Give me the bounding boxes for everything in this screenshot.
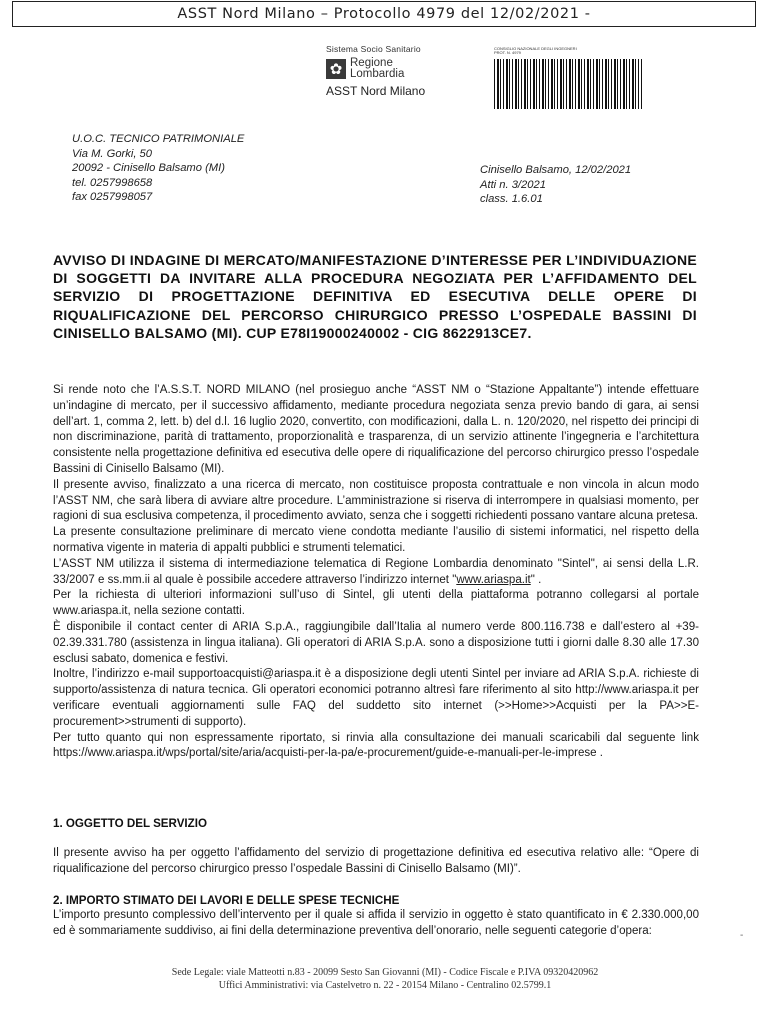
- sender-block: [72, 132, 244, 205]
- logo-org-name: ASST Nord Milano: [326, 84, 426, 98]
- paragraph-info: Per la richiesta di ulteriori informazioni sull’uso di Sintel, gli utenti della piattaforma potranno collegarsi al portale www.ariaspa.it, nella sezione contatti.: [53, 589, 699, 618]
- sender-office: U.O.C. TECNICO PATRIMONIALE: [72, 133, 245, 145]
- logo-lombardia: Lombardia: [350, 68, 405, 80]
- notice-title: AVVISO DI INDAGINE DI MERCATO/MANIFESTAZIONE D’INTERESSE PER L’INDIVIDUAZIONE DI SOGGETTI DA INVITARE ALLA PROCEDURA NEGOZIATA PER L’AFFIDAMENTO DEL SERVIZIO DI PROGETTAZIONE DEFINITIVA ED ESECUTIVA DELLE OPERE DI RIQUALIFICAZIONE DEL PERCORSO CHIRURGICO PRESSO L’OSPEDALE BASSINI DI CINISELLO BALSAMO (MI). CUP E78I19000240002 - CIG 8622913CE7.: [53, 252, 697, 341]
- logo-regione: Regione: [350, 57, 393, 69]
- paragraph-email-support: Inoltre, l’indirizzo e-mail supportoacquisti@ariaspa.it è a disposizione degli utenti Sintel per inviare ad ARIA S.p.A. richieste di supporto/assistenza di natura tecnica. Gli operatori economici potranno altresì fare riferimento al sito http://www.ariaspa.it per verificare eventuali aggiornamenti sulle FAQ del suddetto sito internet (>>Home>>Acquisti per la PA>>E-procurement>>strumenti di supporto).: [53, 668, 699, 728]
- paragraph-contact-center: È disponibile il contact center di ARIA S.p.A., raggiungibile dall’Italia al numero verde 800.116.738 e dall’estero al +39-02.39.331.780 (assistenza in lingua italiana). Gli operatori di ARIA S.p.A. sono a disposizione tutti i giorni dalle 8.30 alle 17.30 esclusi sabato, domenica e festivi.: [53, 620, 699, 665]
- section-1-text: Il presente avviso ha per oggetto l’affidamento del servizio di progettazione definitiva ed esecutiva relativo alle: “Opere di riqualificazione del percorso chirurgico presso l’ospedale Bassini di Cinisello Balsamo (MI)”.: [53, 847, 699, 875]
- section-2-title: 2. IMPORTO STIMATO DEI LAVORI E DELLE SPESE TECNICHE: [53, 894, 400, 907]
- footer-admin-address: Uffici Amministrativi: via Castelvetro n. 22 - 20154 Milano - Centralino 02.5799.1: [218, 980, 552, 991]
- section-1-title: 1. OGGETTO DEL SERVIZIO: [53, 817, 207, 830]
- barcode-text-1: CONSIGLIO NAZIONALE DEGLI INGEGNERI: [494, 47, 577, 51]
- notice-body: [53, 383, 699, 762]
- paragraph-manuals: Per tutto quanto qui non espressamente riportato, si rinvia alla consultazione dei manuali scaricabili dal seguente link https://www.ariaspa.it/wps/portal/site/aria/acquisti-per-la-pa/e-procurement/guide-e-manuali-per-le-imprese .: [53, 731, 699, 760]
- ariaspa-link[interactable]: www.ariaspa.it: [456, 573, 531, 586]
- sender-fax: fax 0257998057: [72, 191, 153, 204]
- asst-logo: [326, 44, 456, 98]
- paragraph-disclaimer: Il presente avviso, finalizzato a una ricerca di mercato, non costituisce proposta contrattuale e non vincola in alcun modo l’ASST NM, che sarà libera di avviare altre procedure. L’amministrazione si riserva di interrompere in qualsiasi momento, per ragioni di sua esclusiva competenza, il procedimento avviato, senza che i soggetti richiedenti possano vantare alcuna pretesa.: [53, 478, 699, 523]
- classification: class. 1.6.01: [480, 193, 543, 206]
- document-meta: [480, 163, 631, 207]
- place-date: Cinisello Balsamo, 12/02/2021: [480, 164, 632, 176]
- section-2-text: L’importo presunto complessivo dell’intervento per il quale si affida il servizio in oggetto è stato quantificato in € 2.330.000,00 ed è sommariamente suddiviso, ai fini della determinazione preventiva dell’onorario, nelle seguenti categorie d’opera:: [53, 909, 699, 937]
- sender-city: 20092 - Cinisello Balsamo (MI): [72, 162, 225, 175]
- footer-legal-address: Sede Legale: viale Matteotti n.83 - 20099 Sesto San Giovanni (MI) - Codice Fiscale e P.IVA 09320420962: [171, 967, 599, 978]
- sender-street: Via M. Gorki, 50: [72, 147, 153, 160]
- barcode-icon: [494, 59, 642, 109]
- scan-mark: -: [740, 930, 744, 941]
- protocol-header: ASST Nord Milano – Protocollo 4979 del 12/02/2021 -: [12, 1, 756, 27]
- protocol-barcode: [494, 47, 642, 109]
- paragraph-intro: Si rende noto che l’A.S.S.T. NORD MILANO (nel prosieguo anche “ASST NM o “Stazione Appaltante”) intende effettuare un’indagine di mercato, per il successivo affidamento, mediante procedura negoziata senza previo bando di gara, ai sensi dell’art. 1, comma 2, lett. b) del d.l. 16 luglio 2020, convertito, con modificazioni, dalla L. n. 120/2020, nel rispetto dei principi di non discriminazione, parità di trattamento, proporzionalità e trasparenza, di un servizio attinente l’ingegneria e l’architettura consistente nella progettazione definitiva ed esecutiva delle opere di riqualificazione del percorso chirurgico presso l’ospedale Bassini di Cinisello Balsamo (MI).: [53, 384, 699, 475]
- paragraph-sintel: L’ASST NM utilizza il sistema di intermediazione telematica di Regione Lombardia denominato "Sintel", ai sensi della L.R. 33/2007 e ss.mm.ii al quale è possibile accedere attraverso l’indirizzo internet "www.ariaspa.it" .: [53, 557, 699, 586]
- logo-system-label: Sistema Socio Sanitario: [326, 44, 421, 54]
- paragraph-consultation: La presente consultazione preliminare di mercato viene condotta mediante l’ausilio di sistemi informatici, nel rispetto della normativa vigente in materia di appalti pubblici e strumenti telematici.: [53, 526, 699, 554]
- sender-phone: tel. 0257998658: [72, 176, 153, 189]
- acts-number: Atti n. 3/2021: [480, 178, 546, 191]
- regione-lombardia-rose-icon: ✿: [326, 59, 346, 79]
- page-footer: [0, 966, 770, 992]
- barcode-text-2: PROT. N. 4979: [494, 51, 521, 55]
